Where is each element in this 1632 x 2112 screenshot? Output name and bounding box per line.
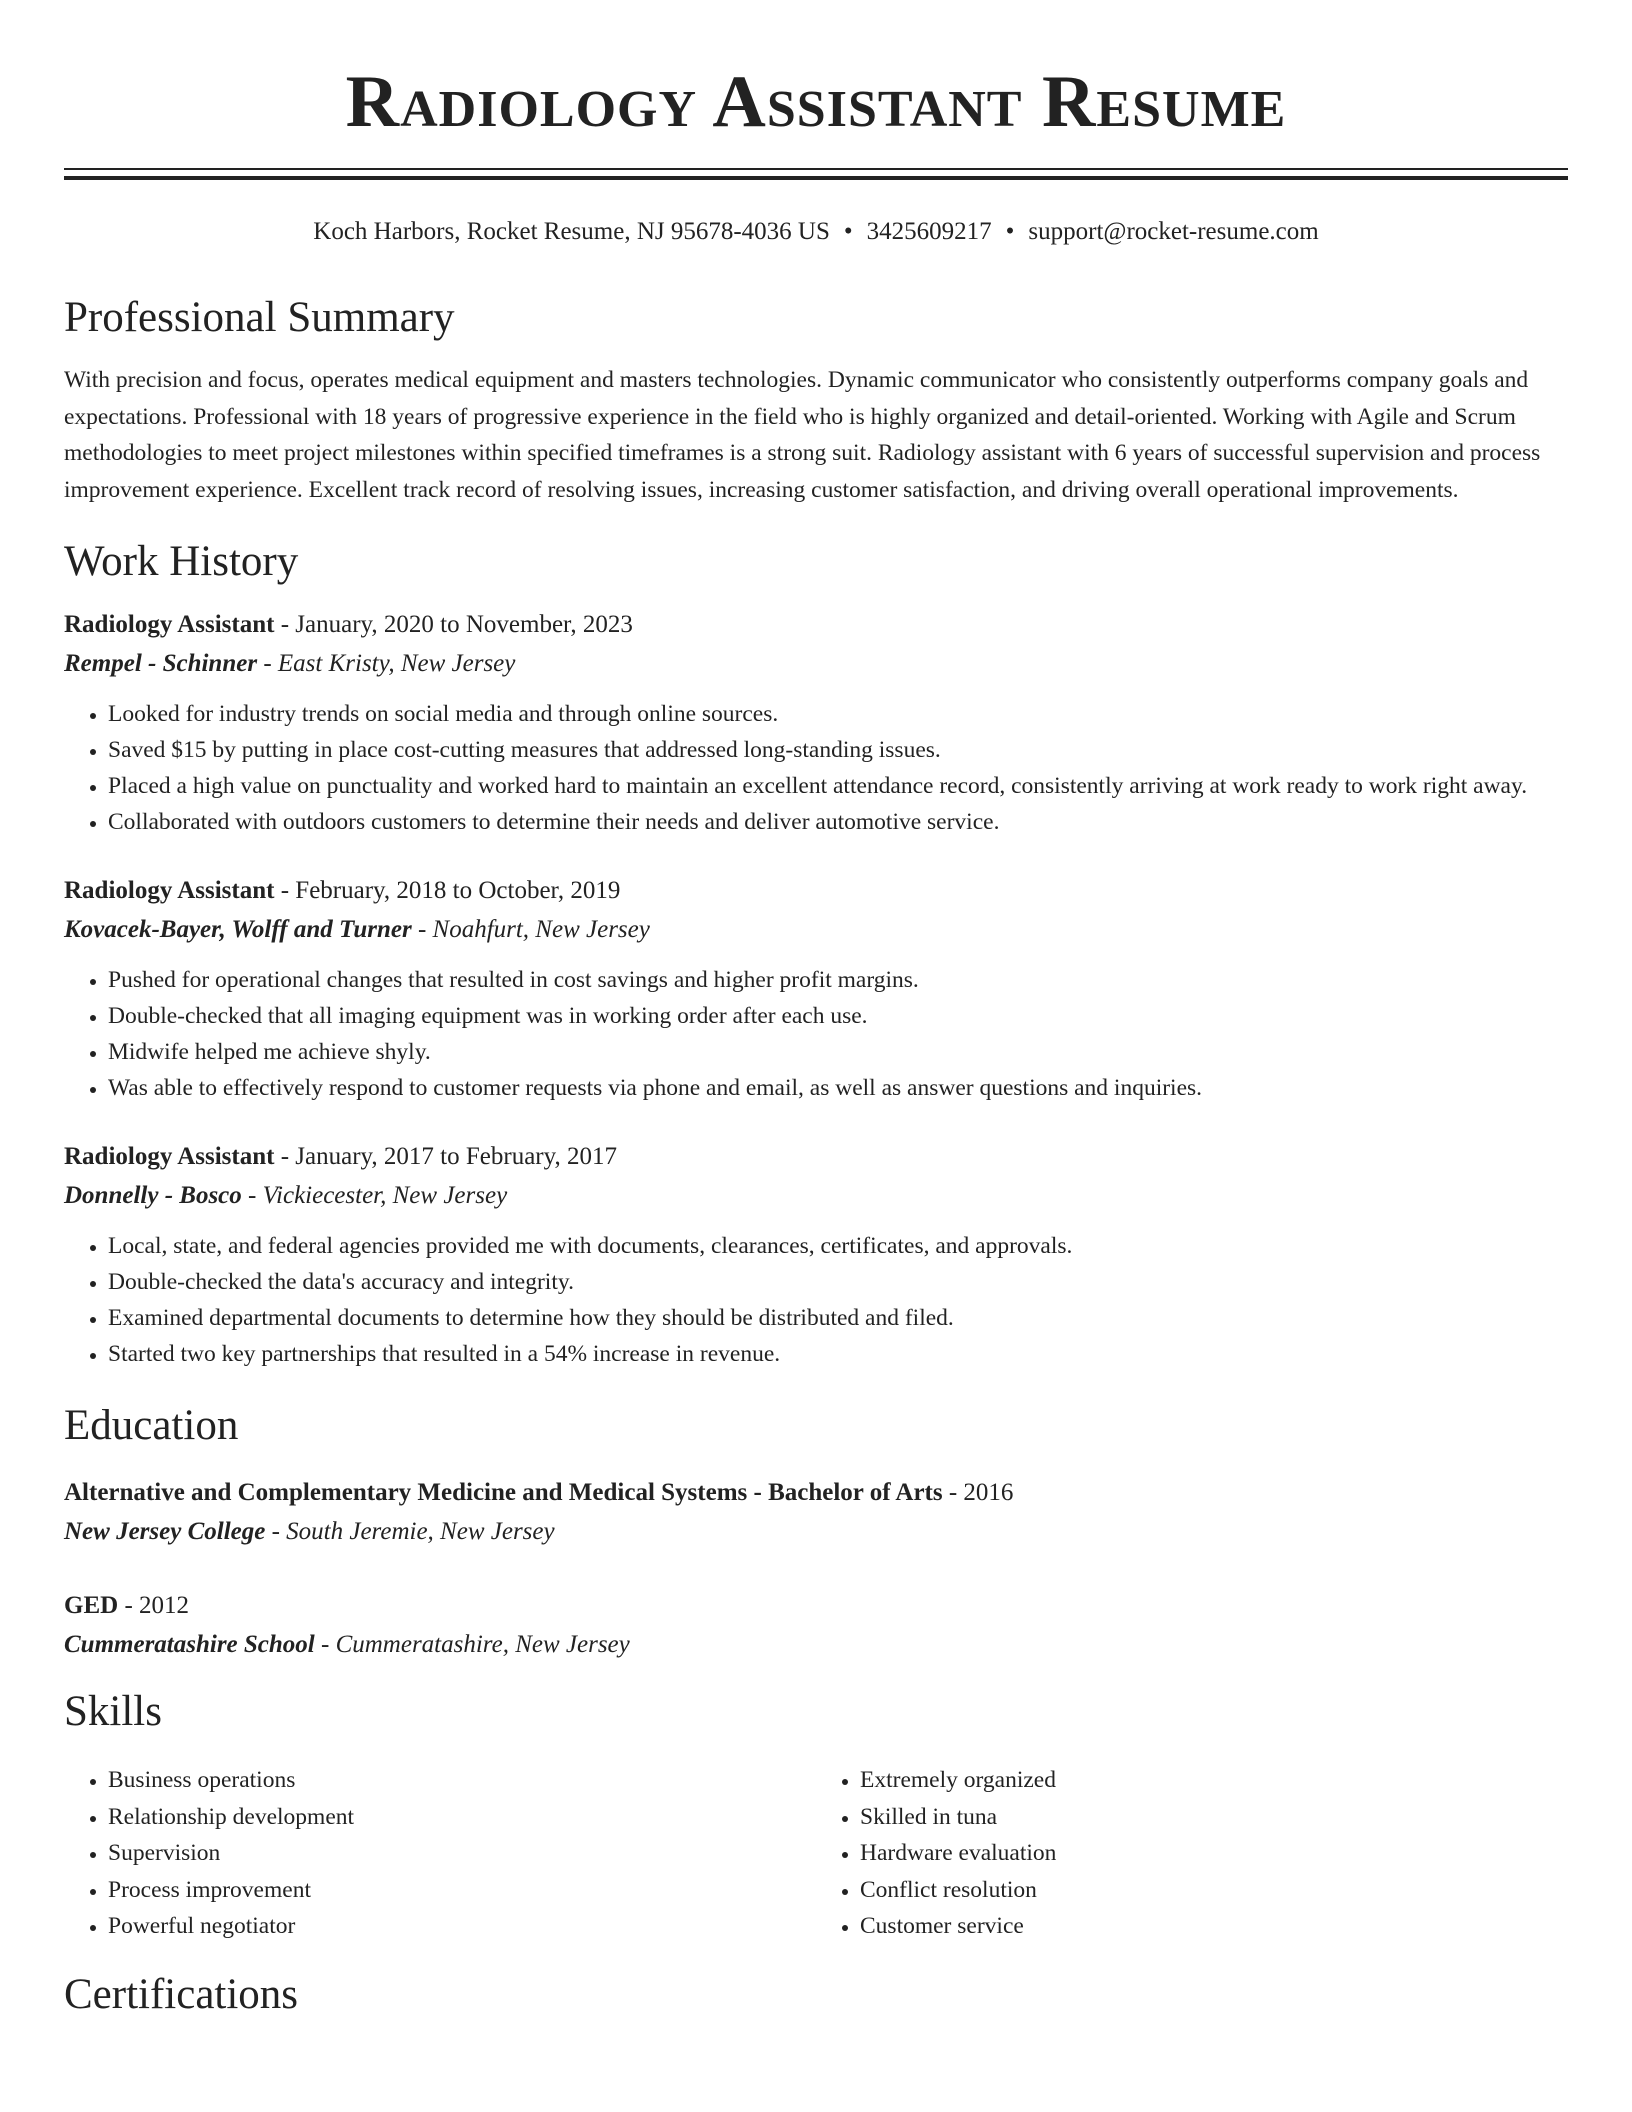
job-company: Kovacek-Bayer, Wolff and Turner bbox=[64, 916, 412, 943]
education-school-line bbox=[64, 1515, 1568, 1549]
job-company: Rempel - Schinner bbox=[64, 650, 258, 677]
education-degree: GED bbox=[64, 1592, 119, 1619]
job-company: Donnelly - Bosco bbox=[64, 1182, 242, 1209]
list-item: • Placed a high value on punctuality and worked hard to maintain an excellent attendance record, consistently arriving at work ready to work right away. bbox=[108, 768, 1568, 804]
education-location: - South Jeremie, New Jersey bbox=[265, 1518, 555, 1545]
job-dates: - January, 2017 to February, 2017 bbox=[274, 1143, 617, 1170]
education-year: - 2016 bbox=[942, 1479, 1014, 1506]
list-item: • Was able to effectively respond to customer requests via phone and email, as well as answer questions and inquiries. bbox=[108, 1070, 1568, 1106]
skill-item: • Powerful negotiator bbox=[108, 1908, 816, 1945]
skill-item: • Skilled in tuna bbox=[860, 1799, 1568, 1836]
section-heading-education: Education bbox=[64, 1402, 239, 1449]
list-item: • Collaborated with outdoors customers to determine their needs and deliver automotive service. bbox=[108, 804, 1568, 840]
contact-line bbox=[64, 216, 1568, 248]
job-bullets bbox=[64, 1228, 1568, 1372]
education-degree: Alternative and Complementary Medicine and Medical Systems - Bachelor of Arts bbox=[64, 1479, 943, 1506]
education-entry bbox=[64, 1476, 1568, 1549]
list-item: • Double-checked that all imaging equipment was in working order after each use. bbox=[108, 998, 1568, 1034]
skill-item: • Supervision bbox=[108, 1835, 816, 1872]
job-bullets bbox=[64, 962, 1568, 1106]
job-header bbox=[64, 874, 1568, 908]
skills-list-right bbox=[816, 1762, 1568, 1945]
list-item: • Midwife helped me achieve shyly. bbox=[108, 1034, 1568, 1070]
education-section bbox=[64, 1400, 1568, 1662]
skills-columns bbox=[64, 1762, 1568, 1945]
certifications-section bbox=[64, 1969, 1568, 2021]
skill-item: • Customer service bbox=[860, 1908, 1568, 1945]
job-header bbox=[64, 1140, 1568, 1174]
job-employer bbox=[64, 1179, 1568, 1213]
summary-section bbox=[64, 292, 1568, 508]
education-header bbox=[64, 1589, 1568, 1623]
skill-item: • Extremely organized bbox=[860, 1762, 1568, 1799]
skills-section bbox=[64, 1686, 1568, 1945]
list-item: • Double-checked the data's accuracy and integrity. bbox=[108, 1264, 1568, 1300]
job-employer bbox=[64, 913, 1568, 947]
skill-item: • Process improvement bbox=[108, 1872, 816, 1909]
section-heading-skills: Skills bbox=[64, 1688, 162, 1735]
education-school: Cummeratashire School bbox=[64, 1631, 315, 1658]
contact-separator: • bbox=[1005, 218, 1015, 245]
work-history-section bbox=[64, 536, 1568, 1372]
job-employer bbox=[64, 647, 1568, 681]
summary-text: With precision and focus, operates medical equipment and masters technologies. Dynamic communicator who consistently outperforms company goals and expectations. Professional with 18 years of progressive experience in the field who is highly organized and detail-oriented. Working with Agile and Scrum methodologies to meet project milestones within specified timeframes is a strong suit. Radiology assistant with 6 years of successful supervision and process improvement experience. Excellent track record of resolving issues, increasing customer satisfaction, and driving overall operational improvements. bbox=[64, 367, 1541, 503]
education-header bbox=[64, 1476, 1568, 1510]
job-entry bbox=[64, 1140, 1568, 1372]
title-divider-thick bbox=[64, 176, 1568, 180]
job-entry bbox=[64, 608, 1568, 840]
job-dates: - January, 2020 to November, 2023 bbox=[274, 611, 633, 638]
contact-phone: 3425609217 bbox=[866, 218, 992, 245]
job-location: - Noahfurt, New Jersey bbox=[411, 916, 650, 943]
list-item: • Pushed for operational changes that resulted in cost savings and higher profit margins. bbox=[108, 962, 1568, 998]
job-title: Radiology Assistant bbox=[64, 877, 275, 904]
list-item: • Examined departmental documents to determine how they should be distributed and filed. bbox=[108, 1300, 1568, 1336]
job-location: - East Kristy, New Jersey bbox=[257, 650, 516, 677]
skill-item: • Business operations bbox=[108, 1762, 816, 1799]
skills-list-left bbox=[64, 1762, 816, 1945]
contact-address: Koch Harbors, Rocket Resume, NJ 95678-4036 US bbox=[313, 218, 830, 245]
contact-email: support@rocket-resume.com bbox=[1028, 218, 1319, 245]
list-item: • Looked for industry trends on social media and through online sources. bbox=[108, 696, 1568, 732]
skill-item: • Hardware evaluation bbox=[860, 1835, 1568, 1872]
education-year: - 2012 bbox=[118, 1592, 190, 1619]
job-entry bbox=[64, 874, 1568, 1106]
contact-separator: • bbox=[843, 218, 853, 245]
skill-item: • Conflict resolution bbox=[860, 1872, 1568, 1909]
job-header bbox=[64, 608, 1568, 642]
section-heading-work-history: Work History bbox=[64, 538, 299, 585]
job-location: - Vickiecester, New Jersey bbox=[241, 1182, 508, 1209]
title-divider-thin bbox=[64, 168, 1568, 170]
job-title: Radiology Assistant bbox=[64, 611, 275, 638]
job-title: Radiology Assistant bbox=[64, 1143, 275, 1170]
job-dates: - February, 2018 to October, 2019 bbox=[274, 877, 621, 904]
education-entry bbox=[64, 1589, 1568, 1662]
list-item: • Saved $15 by putting in place cost-cutting measures that addressed long-standing issues. bbox=[108, 732, 1568, 768]
job-bullets bbox=[64, 696, 1568, 840]
education-school-line bbox=[64, 1628, 1568, 1662]
skill-item: • Relationship development bbox=[108, 1799, 816, 1836]
resume-page bbox=[64, 0, 1568, 2021]
education-location: - Cummeratashire, New Jersey bbox=[314, 1631, 630, 1658]
education-school: New Jersey College bbox=[64, 1518, 266, 1545]
resume-title: Radiology Assistant Resume bbox=[345, 61, 1287, 143]
list-item: • Local, state, and federal agencies provided me with documents, clearances, certificates, and approvals. bbox=[108, 1228, 1568, 1264]
section-heading-summary: Professional Summary bbox=[64, 294, 455, 341]
list-item: • Started two key partnerships that resulted in a 54% increase in revenue. bbox=[108, 1336, 1568, 1372]
section-heading-certifications: Certifications bbox=[64, 1970, 299, 2018]
